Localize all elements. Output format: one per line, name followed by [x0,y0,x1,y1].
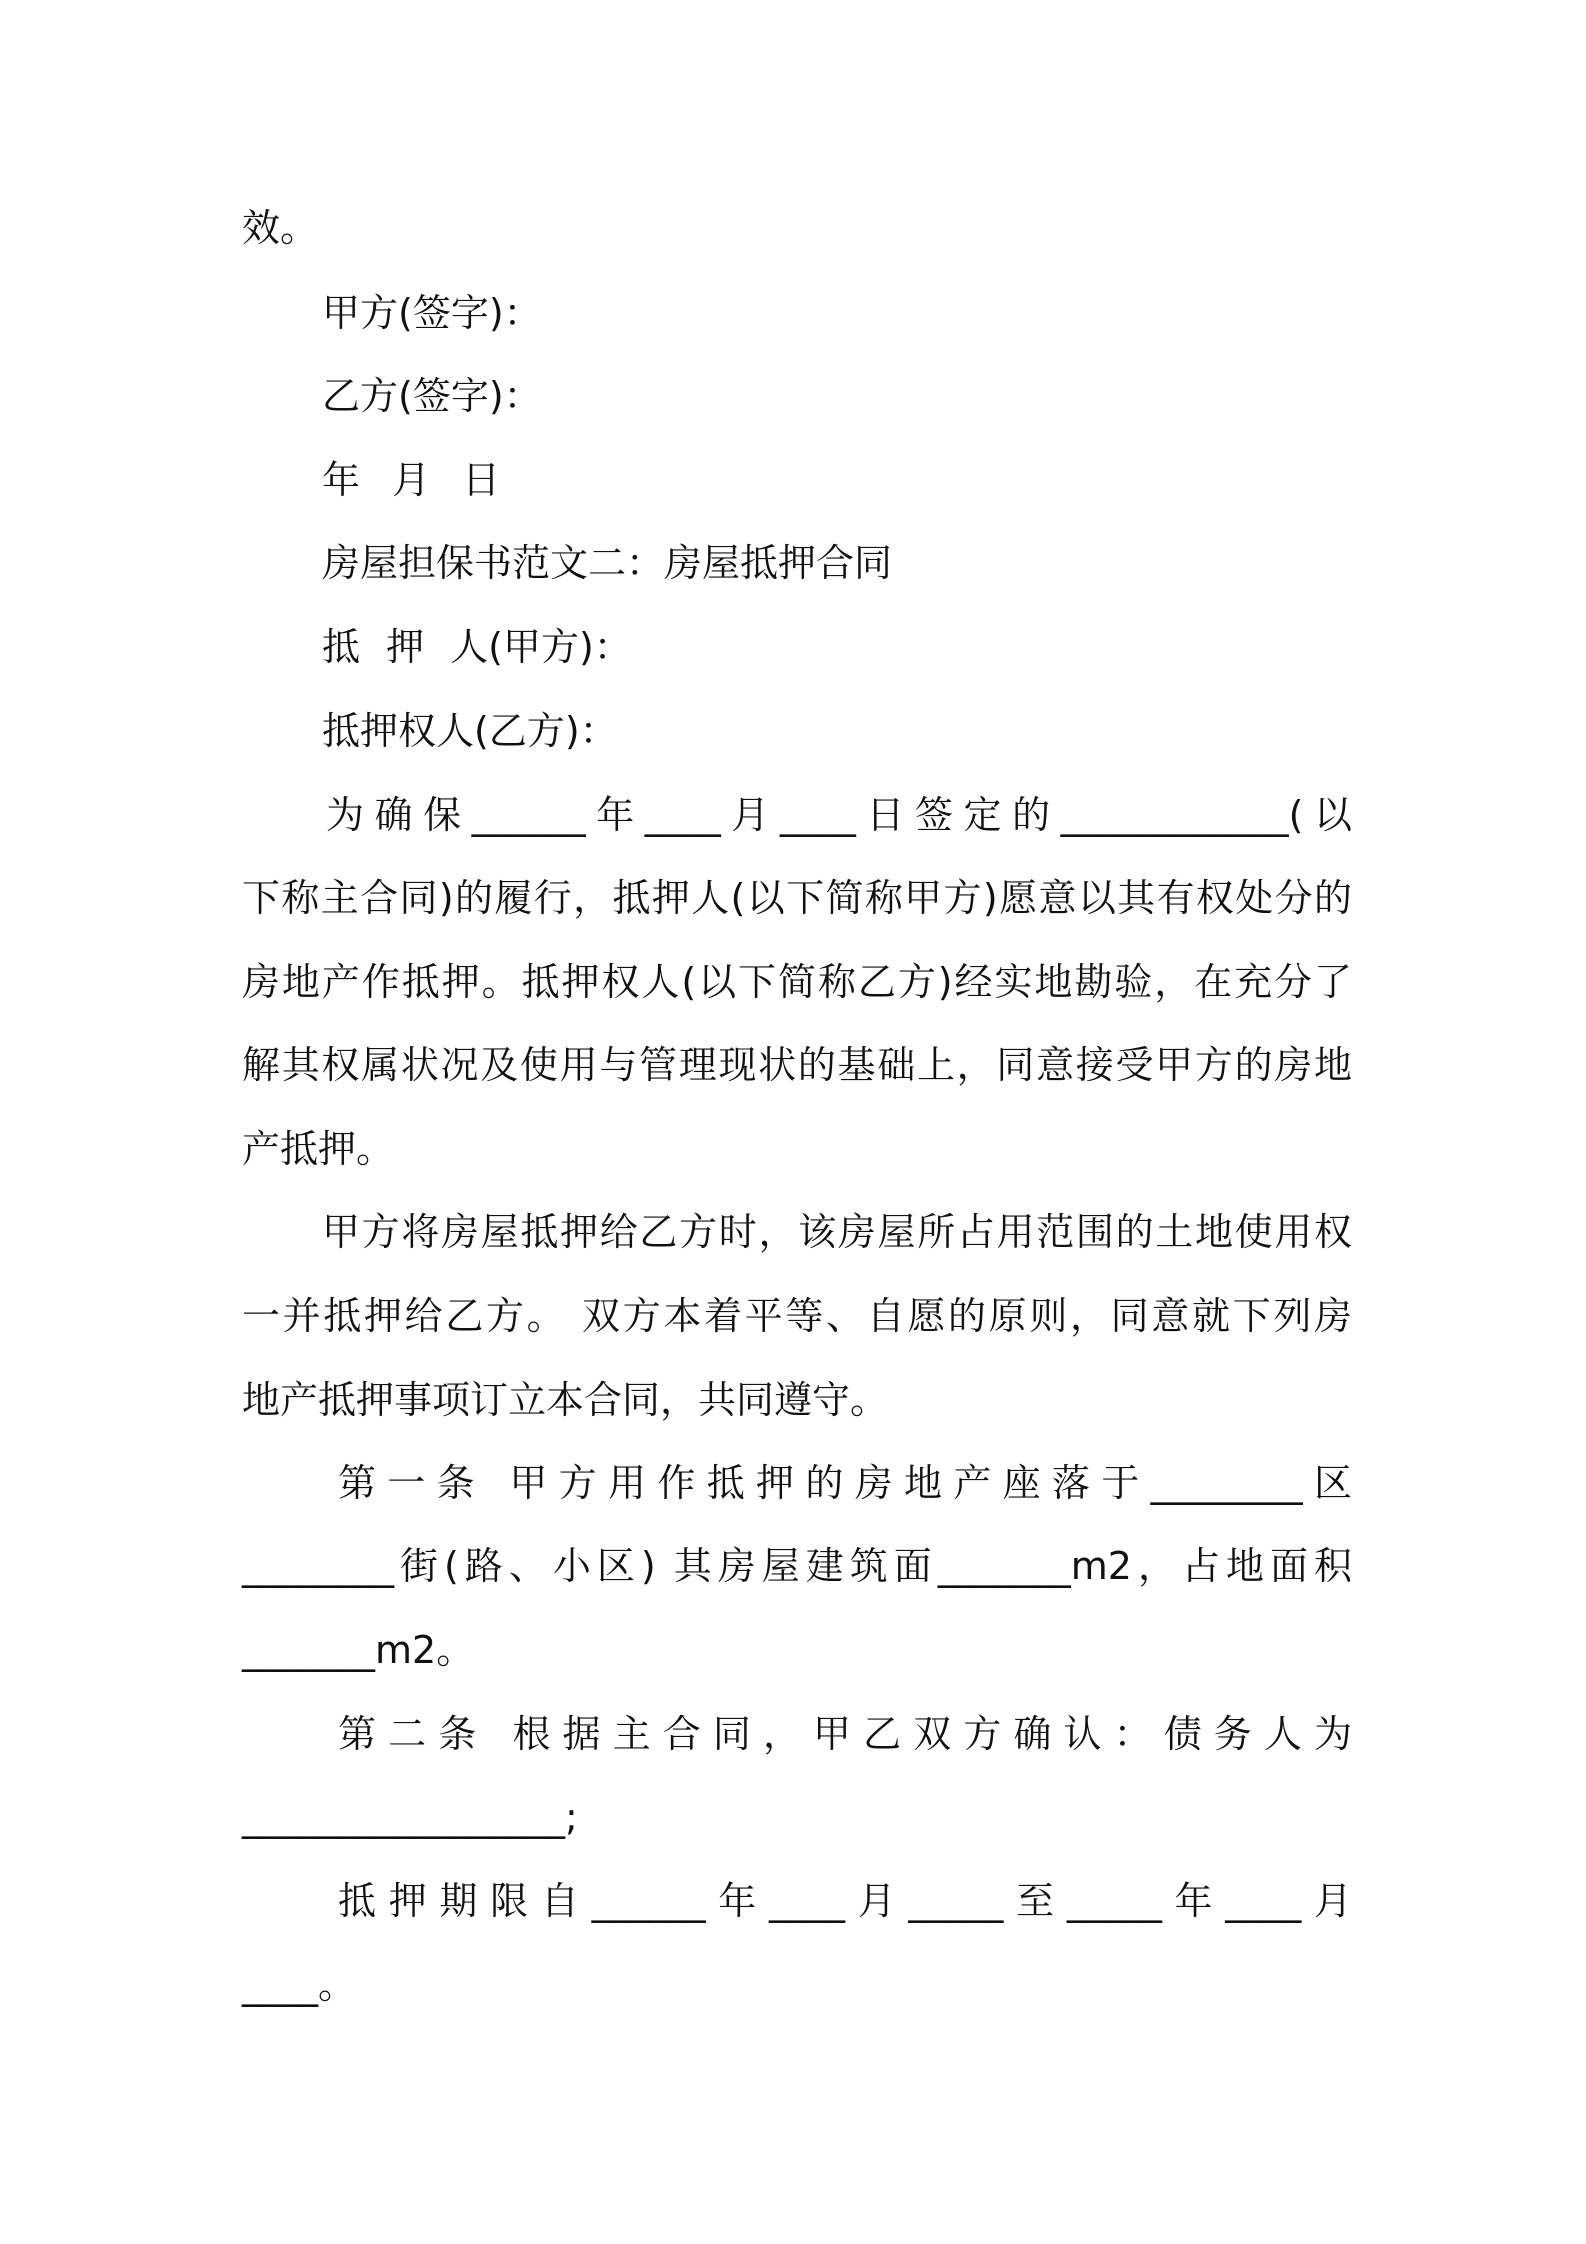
term-line-2: ____。 [242,1963,357,2007]
mortgagor-line: 抵 押 人(甲方)： [322,625,632,669]
date-line: 年 月 日 [322,458,511,502]
paragraph-1-line-2: 下称主合同)的履行，抵押人(以下简称甲方)愿意以其有权处分的 [242,876,1352,920]
mortgagee-line: 抵押权人(乙方)： [322,709,618,753]
paragraph-2-line-3: 地产抵押事项订立本合同，共同遵守。 [242,1378,889,1422]
article-2-line-1: 第二条 根据主合同，甲乙双方确认：债务人为 [338,1712,1352,1756]
term-line-1: 抵押期限自______年____月_____至_____年____月 [338,1879,1352,1923]
paragraph-2-line-1: 甲方将房屋抵押给乙方时，该房屋所占用范围的土地使用权 [322,1210,1352,1254]
paragraph-1-line-3: 房地产作抵押。抵押权人(以下简称乙方)经实地勘验，在充分了 [242,960,1352,1004]
paragraph-1-line-1: 为确保______年____月____日签定的____________(以 [326,793,1352,837]
text-line-1: 效。 [242,206,319,250]
article-2-line-2: _________________; [242,1795,578,1839]
article-1-line-2: ________街(路、小区) 其房屋建筑面_______m2，占地面积 [242,1544,1352,1588]
party-b-signature-line: 乙方(签字)： [322,374,542,418]
section-title: 房屋担保书范文二：房屋抵押合同 [322,541,893,585]
paragraph-1-line-4: 解其权属状况及使用与管理现状的基础上，同意接受甲方的房地 [242,1043,1352,1087]
paragraph-2-line-2: 一并抵押给乙方。 双方本着平等、自愿的原则，同意就下列房 [242,1294,1352,1338]
article-1-line-3: _______m2。 [242,1628,475,1672]
party-a-signature-line: 甲方(签字)： [322,291,542,335]
article-1-line-1: 第一条 甲方用作抵押的房地产座落于________区 [338,1461,1352,1505]
paragraph-1-line-5: 产抵押。 [242,1127,395,1171]
